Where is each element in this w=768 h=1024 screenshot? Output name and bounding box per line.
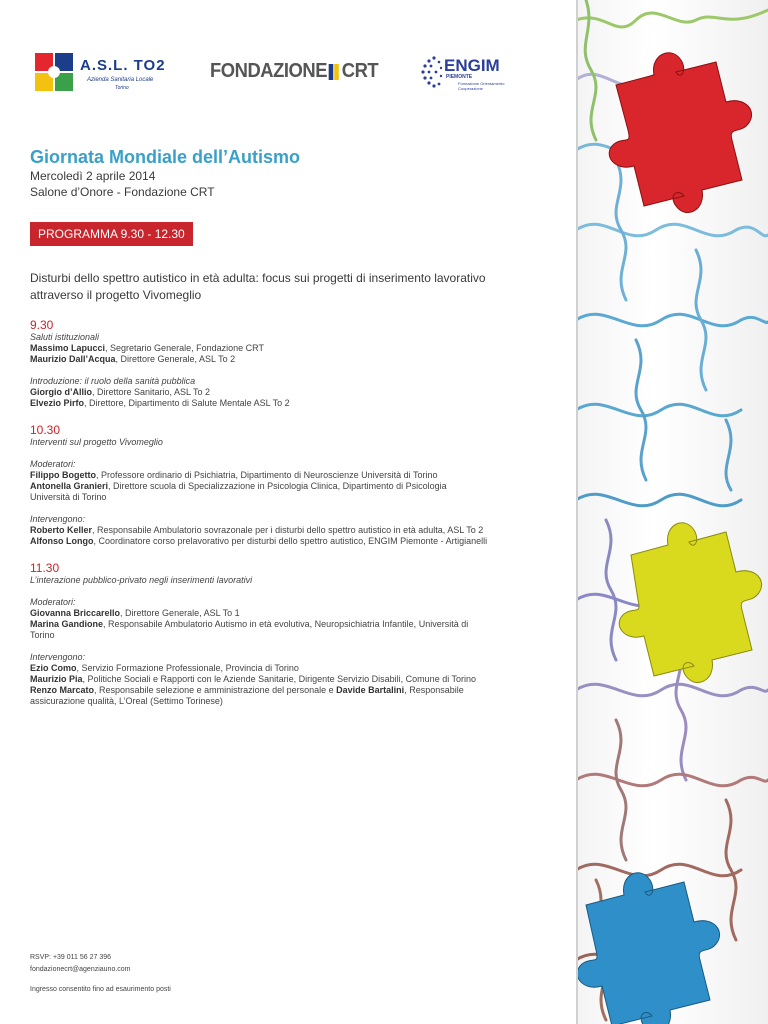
program-badge: PROGRAMMA 9.30 - 12.30 [30, 222, 193, 246]
speaker-line [30, 470, 570, 481]
speaker-line [30, 674, 570, 685]
spacer [30, 365, 570, 376]
entry-note: Ingresso consentito fino ad esaurimento posti [30, 986, 171, 993]
intro-text [30, 270, 570, 304]
moderators-label: Moderatori: [30, 597, 76, 607]
speaker-role: , Direttore Generale, ASL To 2 [115, 354, 236, 364]
speaker-role: , Responsabile Ambulatorio Autismo in età evolutiva, Neuropsichiatria Infantile, Università di [103, 619, 469, 629]
crt-logo-right: CRT [341, 60, 379, 82]
session-label: Introduzione: il ruolo della sanità pubblica [30, 376, 196, 386]
speaker-role-continued: Torino [30, 630, 55, 640]
session-label: Saluti istituzionali [30, 332, 100, 342]
speaker-name: Filippo Bogetto [30, 470, 96, 480]
rsvp-email[interactable]: fondazionecrt@agenziauno.com [30, 966, 131, 973]
speaker-role: , Professore ordinario di Psichiatria, Dipartimento di Neuroscienze Università di Torino [95, 470, 438, 480]
speaker-name: Davide Bartalini [336, 685, 405, 695]
speaker-line [30, 619, 570, 630]
speaker-name: Roberto Keller [30, 525, 93, 535]
speaker-name: Massimo Lapucci [30, 343, 106, 353]
session-time-3: 11.30 [30, 561, 60, 575]
speaker-role: , Segretario Generale, Fondazione CRT [105, 343, 264, 353]
engim-logo [420, 52, 530, 92]
spacer [30, 503, 570, 514]
engim-logo-region: PIEMONTE [446, 74, 473, 80]
speaker-line [30, 536, 570, 547]
intro-line-1: Disturbi dello spettro autistico in età adulta: focus sui progetti di inserimento lavorativo [30, 271, 486, 285]
speaker-name: Maurizio Dall’Acqua [30, 354, 116, 364]
rsvp-phone: RSVP: +39 011 56 27 396 [30, 954, 112, 961]
speaker-role: , Direttore Sanitario, ASL To 2 [92, 387, 211, 397]
engim-dot-logo-icon [420, 54, 444, 90]
intro-line-2: attraverso il progetto Vivomeglio [30, 288, 202, 302]
main-content [30, 146, 570, 707]
speaker-line [30, 481, 570, 492]
speaker-role: , Responsabile [404, 685, 464, 695]
speaker-line [30, 685, 570, 696]
speaker-name: Marina Gandione [30, 619, 104, 629]
engim-logo-word: ENGIM [444, 56, 500, 75]
speaker-line [30, 525, 570, 536]
asl-logo-subtitle: Azienda Sanitaria Locale [87, 77, 154, 83]
speaker-line [30, 608, 570, 619]
speaker-role: , Politiche Sociali e Rapporti con le Aziende Sanitarie, Dirigente Servizio Disabili, Comune di Torino [82, 674, 477, 684]
spacer [30, 641, 570, 652]
speaker-role-continued: assicurazione qualità, L’Oreal (Settimo Torinese) [30, 696, 223, 706]
event-title: Giornata Mondiale dell’Autismo [30, 147, 301, 167]
spacer [30, 976, 330, 984]
logo-row [30, 48, 550, 94]
asl-logo-mark-icon [35, 53, 73, 91]
event-date: Mercoledì 2 aprile 2014 [30, 169, 156, 183]
speakers-label: Intervengono: [30, 652, 86, 662]
speaker-role: , Servizio Formazione Professionale, Provincia di Torino [76, 663, 299, 673]
speaker-role: , Direttore Generale, ASL To 1 [120, 608, 240, 618]
moderators-label: Moderatori: [30, 459, 76, 469]
speaker-role-continued: Università di Torino [30, 492, 107, 502]
speaker-role: , Direttore scuola di Specializzazione in Psicologia Clinica, Dipartimento di Psicologia [108, 481, 447, 491]
speaker-name: Giorgio d’Allio [30, 387, 92, 397]
speaker-role: , Direttore, Dipartimento di Salute Mentale ASL To 2 [84, 398, 290, 408]
session-time-1: 9.30 [30, 318, 54, 332]
speaker-name: Renzo Marcato [30, 685, 95, 695]
speaker-line [30, 387, 570, 398]
speaker-name: Ezio Como [30, 663, 77, 673]
speaker-name: Elvezio Pirfo [30, 398, 85, 408]
spacer [30, 448, 570, 459]
asl-logo-title: A.S.L. TO2 [80, 57, 166, 74]
speaker-role: , Responsabile Ambulatorio sovrazonale per i disturbi dello spettro autistico in età adulta, ASL To 2 [92, 525, 484, 535]
speaker-line [30, 398, 570, 409]
spacer [30, 586, 570, 597]
footer [30, 952, 330, 996]
speakers-label: Intervengono: [30, 514, 86, 524]
event-venue: Salone d’Onore - Fondazione CRT [30, 185, 215, 199]
asl-logo [35, 53, 175, 93]
speaker-role: , Coordinatore corso prelavorativo per disturbi dello spettro autistico, ENGIM Piemonte - Artigianelli [93, 536, 488, 546]
speaker-line [30, 354, 570, 365]
engim-logo-tagline: Formazione Orientamento Cooperazione [458, 81, 505, 91]
speaker-line [30, 343, 570, 354]
puzzle-pieces-icon [576, 0, 768, 1024]
speaker-line [30, 663, 570, 674]
speaker-name: Giovanna Briccarello [30, 608, 121, 618]
session-time-2: 10.30 [30, 423, 61, 437]
speaker-name: Alfonso Longo [30, 536, 94, 546]
speaker-role: , Responsabile selezione e amministrazione del personale e [94, 685, 337, 695]
session-label: Interventi sul progetto Vivomeglio [30, 437, 163, 447]
crt-logo-bars-icon [329, 60, 340, 83]
session-label: L’interazione pubblico-privato negli inserimenti lavorativi [30, 575, 253, 585]
asl-logo-city: Torino [115, 85, 129, 91]
speaker-name: Antonella Granieri [30, 481, 109, 491]
speaker-name: Maurizio Pia [30, 674, 83, 684]
puzzle-decoration [576, 0, 768, 1024]
crt-logo-left: FONDAZIONE [210, 60, 328, 82]
fondazione-crt-logo [210, 60, 378, 83]
